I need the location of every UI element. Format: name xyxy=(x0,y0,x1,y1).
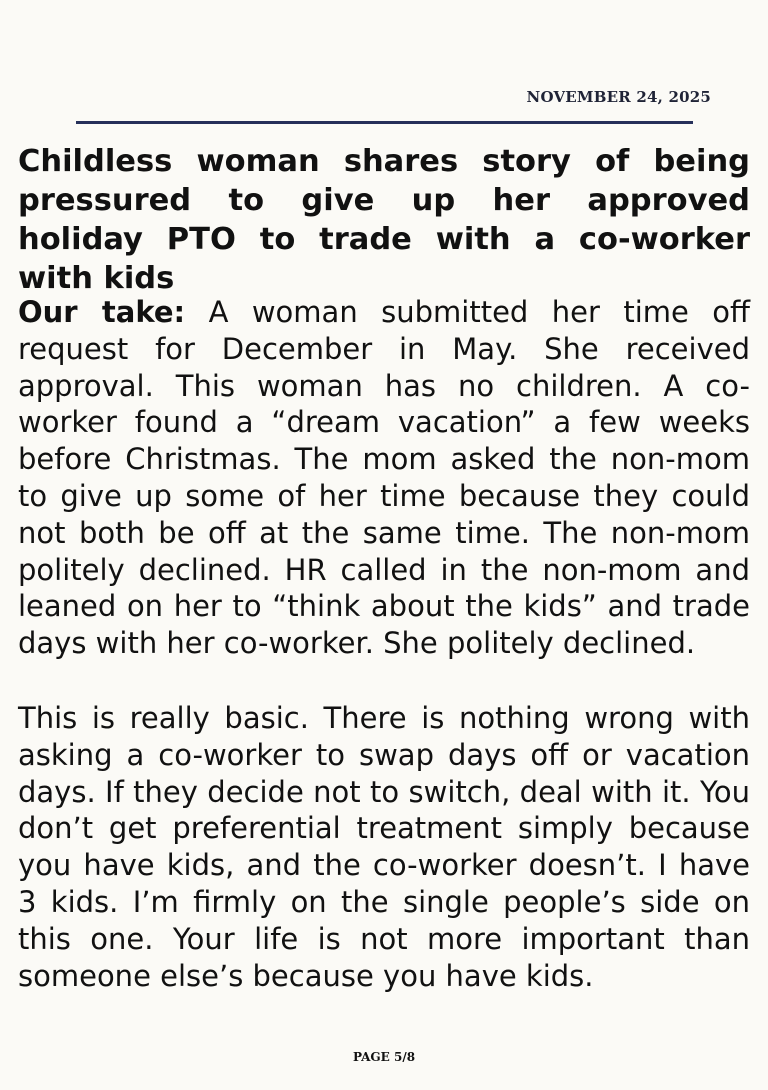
page-number: PAGE 5/8 xyxy=(352,1050,416,1064)
header-divider xyxy=(76,121,693,124)
article-paragraph-2: This is really basic. There is nothing wrong with asking a co-worker to swap days off or vacation days. If they decide not to switch, deal with it. You don’t get preferential treatment simply because you have kids, and the co-worker doesn’t. I have 3 kids. I’m firmly on the single people’s side on this one. Your life is not more important than someone else’s because you have kids. xyxy=(18,701,750,993)
publication-date: NOVEMBER 24, 2025 xyxy=(526,88,711,106)
our-take-label: Our take: xyxy=(18,295,186,329)
article-paragraph-1 xyxy=(18,294,750,662)
paragraph-1-text: A woman submitted her time off request for December in May. She received approval. This woman has no children. A co-worker found a “dream vacation” a few weeks before Christmas. The mom asked the non-mom to give up some of her time because they could not both be off at the same time. The non-mom politely declined. HR called in the non-mom and leaned on her to “think about the kids” and trade days with her co-worker. She politely declined. xyxy=(18,295,751,661)
article-headline: Childless woman shares story of being pressured to give up her approved holiday PTO to trade with a co-worker with kids xyxy=(18,144,750,296)
